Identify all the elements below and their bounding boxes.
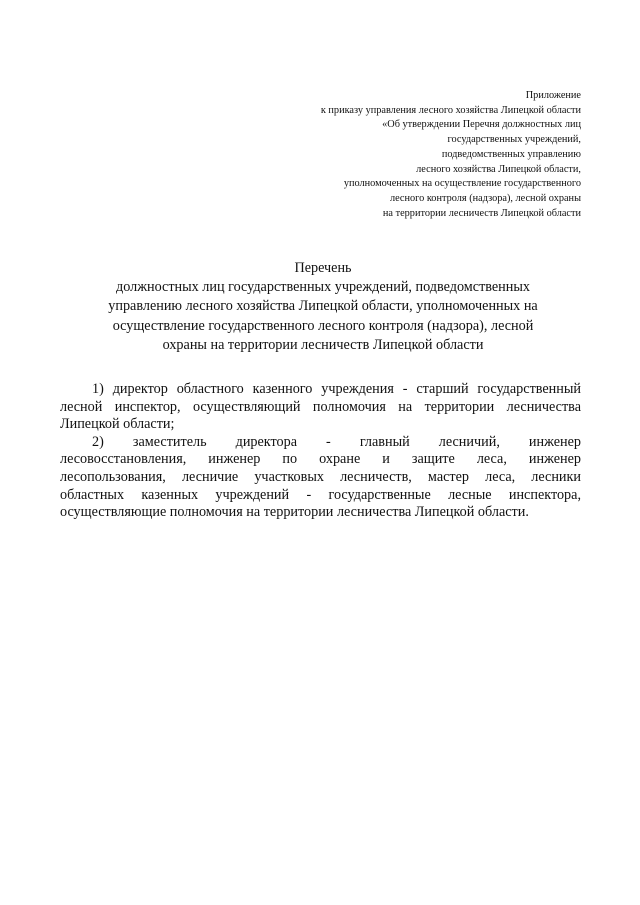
title-line: охраны на территории лесничеств Липецкой области <box>162 336 484 353</box>
paragraph-line: Липецкой области; <box>60 416 175 433</box>
title-line: управлению лесного хозяйства Липецкой области, уполномоченных на <box>108 298 538 315</box>
appendix-line: подведомственных управлению <box>441 148 581 160</box>
paragraph-line: 1) директор областного казенного учреждения - старший государственный <box>92 381 581 397</box>
paragraph-line: осуществляющие полномочия на территории лесничества Липецкой области. <box>60 504 529 521</box>
paragraph-line: лесопользования, лесничие участковых лесничеств, мастер леса, лесники <box>60 468 581 485</box>
paragraph-line: лесной инспектор, осуществляющий полномочия на территории лесничества <box>60 398 581 415</box>
title-heading: Перечень <box>294 260 352 276</box>
appendix-line: государственных учреждений, <box>447 134 581 146</box>
appendix-line: к приказу управления лесного хозяйства Липецкой области <box>320 104 581 116</box>
appendix-line: «Об утверждении Перечня должностных лиц <box>382 119 581 131</box>
paragraph-director <box>60 381 581 434</box>
title-line: осуществление государственного лесного контроля (надзора), лесной <box>112 317 534 334</box>
appendix-line: уполномоченных на осуществление государственного <box>343 178 581 190</box>
document-body <box>60 381 581 522</box>
appendix-header <box>251 89 581 221</box>
title-line: должностных лиц государственных учреждений, подведомственных <box>116 279 530 296</box>
appendix-line: Приложение <box>525 90 581 101</box>
paragraph-line: лесовосстановления, инженер по охране и защите леса, инженер <box>60 451 581 468</box>
appendix-line: лесного контроля (надзора), лесной охраны <box>389 192 581 204</box>
appendix-line: лесного хозяйства Липецкой области, <box>416 163 581 175</box>
paragraph-line: областных казенных учреждений - государственные лесные инспектора, <box>60 486 581 503</box>
document-title <box>58 259 588 355</box>
appendix-line: на территории лесничеств Липецкой области <box>382 207 581 219</box>
paragraph-line: 2) заместитель директора - главный лесничий, инженер <box>92 433 581 450</box>
paragraph-deputy <box>60 434 581 522</box>
